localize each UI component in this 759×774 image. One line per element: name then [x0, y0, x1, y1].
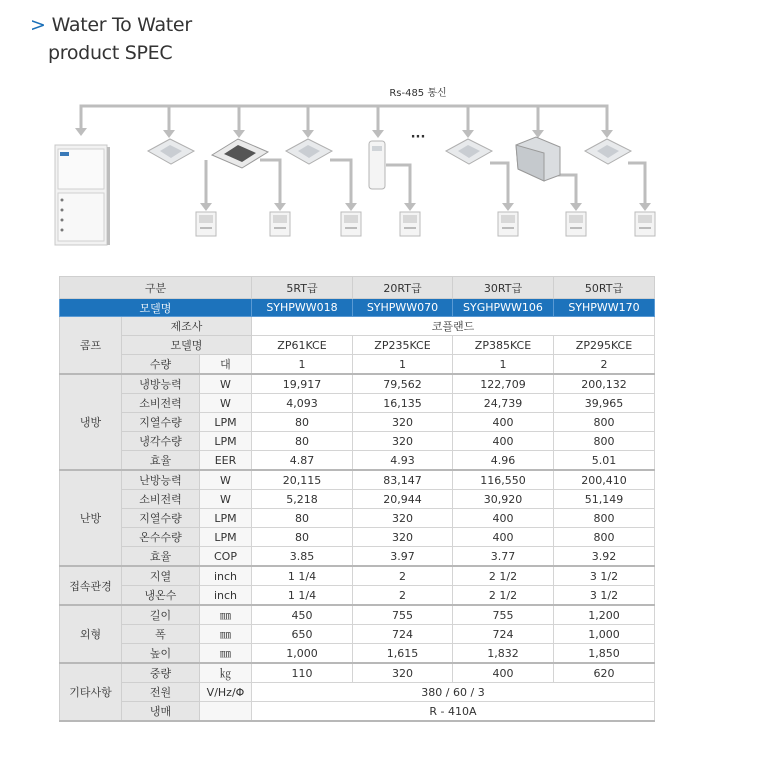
- cell-value: 200,410: [554, 470, 655, 490]
- table-row: [60, 509, 655, 528]
- header-col: 50RT급: [554, 277, 655, 299]
- cell-value: 3.77: [453, 547, 554, 567]
- row-label: 폭: [122, 625, 200, 644]
- row-unit: ㎜: [200, 605, 252, 625]
- cell-value: 755: [353, 605, 453, 625]
- cell-value: 1,832: [453, 644, 554, 664]
- model-value: SYHPWW070: [353, 299, 453, 317]
- row-label: 난방능력: [122, 470, 200, 490]
- row-unit: inch: [200, 566, 252, 586]
- row-label: 효율: [122, 451, 200, 471]
- row-unit: LPM: [200, 413, 252, 432]
- table-row: [60, 528, 655, 547]
- row-unit: LPM: [200, 432, 252, 451]
- cell-value: 20,944: [353, 490, 453, 509]
- cell-value: 2: [554, 355, 655, 375]
- cell-value: 4.93: [353, 451, 453, 471]
- heading-line-1: [30, 12, 192, 38]
- row-unit: inch: [200, 586, 252, 606]
- table-row: [60, 605, 655, 625]
- cell-value: 3.85: [252, 547, 353, 567]
- table-row: [60, 663, 655, 683]
- table-row: [60, 490, 655, 509]
- wall-controller-icon: [498, 212, 518, 236]
- table-row: [60, 547, 655, 567]
- row-label: 지열수량: [122, 509, 200, 528]
- row-label: 지열: [122, 566, 200, 586]
- row-label: 냉온수: [122, 586, 200, 606]
- cell-value: 4,093: [252, 394, 353, 413]
- cell-value: 1 1/4: [252, 566, 353, 586]
- row-label: 길이: [122, 605, 200, 625]
- cell-value: 5,218: [252, 490, 353, 509]
- row-label: 냉각수량: [122, 432, 200, 451]
- header-col: 5RT급: [252, 277, 353, 299]
- table-row: [60, 644, 655, 664]
- cell-value: 51,149: [554, 490, 655, 509]
- row-label: 수량: [122, 355, 200, 375]
- cell-value: 1: [453, 355, 554, 375]
- row-label: 온수수량: [122, 528, 200, 547]
- cell-value: 380 / 60 / 3: [252, 683, 655, 702]
- row-unit: [200, 702, 252, 722]
- header-category: 구분: [60, 277, 252, 299]
- row-unit: ㎏: [200, 663, 252, 683]
- group-comp: 콤프: [60, 317, 122, 375]
- cell-value: 2: [353, 586, 453, 606]
- table-row: [60, 586, 655, 606]
- table-row: [60, 317, 655, 336]
- spec-table: [59, 276, 655, 722]
- cell-value: 3 1/2: [554, 586, 655, 606]
- cell-value: 800: [554, 528, 655, 547]
- group-pipe: 접속관경: [60, 566, 122, 605]
- table-row: [60, 413, 655, 432]
- cell-value: 320: [353, 432, 453, 451]
- group-etc: 기타사항: [60, 663, 122, 721]
- cell-value: 코플랜드: [252, 317, 655, 336]
- row-label: 전원: [122, 683, 200, 702]
- cell-value: 1 1/4: [252, 586, 353, 606]
- cell-value: 1,200: [554, 605, 655, 625]
- cell-value: 5.01: [554, 451, 655, 471]
- cell-value: 400: [453, 413, 554, 432]
- row-unit: ㎜: [200, 625, 252, 644]
- cell-value: 16,135: [353, 394, 453, 413]
- ceiling-cassette-unit-icon: [585, 139, 631, 164]
- model-label: 모델명: [60, 299, 252, 317]
- cell-value: 450: [252, 605, 353, 625]
- row-label: 냉매: [122, 702, 200, 722]
- table-row: [60, 355, 655, 375]
- wall-controller-icon: [341, 212, 361, 236]
- ceiling-cassette-unit-icon: [446, 139, 492, 164]
- row-unit: LPM: [200, 528, 252, 547]
- cell-value: 1,000: [252, 644, 353, 664]
- wall-controller-icon: [400, 212, 420, 236]
- row-unit: 대: [200, 355, 252, 375]
- cell-value: 24,739: [453, 394, 554, 413]
- row-label: 높이: [122, 644, 200, 664]
- group-cool: 냉방: [60, 374, 122, 470]
- page-heading: [30, 12, 192, 68]
- header-row: [60, 277, 655, 299]
- bus-arrowheads: [75, 128, 651, 211]
- cell-value: 4.96: [453, 451, 554, 471]
- heading-title: Water To Water: [51, 14, 192, 36]
- heading-subtitle: product SPEC: [48, 42, 173, 64]
- cell-value: 724: [453, 625, 554, 644]
- system-diagram: [0, 75, 759, 250]
- model-value: SYHPWW170: [554, 299, 655, 317]
- cell-value: 4.87: [252, 451, 353, 471]
- cell-value: 20,115: [252, 470, 353, 490]
- cell-value: 30,920: [453, 490, 554, 509]
- cell-value: 79,562: [353, 374, 453, 394]
- row-unit: LPM: [200, 509, 252, 528]
- cell-value: 83,147: [353, 470, 453, 490]
- cell-value: 400: [453, 663, 554, 683]
- row-label: 소비전력: [122, 394, 200, 413]
- cell-value: 320: [353, 528, 453, 547]
- table-row: [60, 625, 655, 644]
- cell-value: 320: [353, 509, 453, 528]
- model-value: SYGHPWW106: [453, 299, 554, 317]
- cell-value: 400: [453, 509, 554, 528]
- cell-value: 800: [554, 432, 655, 451]
- heat-pump-unit-icon: [55, 145, 110, 245]
- table-row: [60, 394, 655, 413]
- wall-controller-icon: [566, 212, 586, 236]
- row-unit: EER: [200, 451, 252, 471]
- cell-value: ZP235KCE: [353, 336, 453, 355]
- cell-value: ZP61KCE: [252, 336, 353, 355]
- row-label: 지열수량: [122, 413, 200, 432]
- standing-unit-icon: [369, 141, 385, 189]
- table-row: [60, 702, 655, 722]
- cell-value: 80: [252, 432, 353, 451]
- bus-label: Rs-485 통신: [389, 88, 447, 99]
- cell-value: 320: [353, 663, 453, 683]
- table-row: [60, 432, 655, 451]
- cell-value: 724: [353, 625, 453, 644]
- cell-value: R - 410A: [252, 702, 655, 722]
- cell-value: 3 1/2: [554, 566, 655, 586]
- row-label: 소비전력: [122, 490, 200, 509]
- cell-value: 400: [453, 528, 554, 547]
- cell-value: 1: [252, 355, 353, 375]
- wall-controller-icon: [196, 212, 216, 236]
- cell-value: 3.92: [554, 547, 655, 567]
- cell-value: 80: [252, 413, 353, 432]
- row-unit: W: [200, 394, 252, 413]
- cell-value: 650: [252, 625, 353, 644]
- cell-value: 1: [353, 355, 453, 375]
- cell-value: 2 1/2: [453, 586, 554, 606]
- cell-value: 2 1/2: [453, 566, 554, 586]
- row-unit: V/Hz/Φ: [200, 683, 252, 702]
- cell-value: 620: [554, 663, 655, 683]
- cell-value: 755: [453, 605, 554, 625]
- cell-value: 80: [252, 528, 353, 547]
- row-unit: COP: [200, 547, 252, 567]
- cell-value: 1,000: [554, 625, 655, 644]
- row-unit: W: [200, 374, 252, 394]
- group-dim: 외형: [60, 605, 122, 663]
- row-unit: W: [200, 470, 252, 490]
- more-units-ellipsis: ···: [410, 130, 426, 145]
- cell-value: ZP385KCE: [453, 336, 554, 355]
- cell-value: 3.97: [353, 547, 453, 567]
- group-heat: 난방: [60, 470, 122, 566]
- cell-value: 122,709: [453, 374, 554, 394]
- heading-arrow: >: [30, 14, 46, 36]
- row-label: 냉방능력: [122, 374, 200, 394]
- ceiling-cassette-unit-icon: [212, 139, 268, 168]
- cell-value: ZP295KCE: [554, 336, 655, 355]
- cell-value: 320: [353, 413, 453, 432]
- table-row: [60, 470, 655, 490]
- row-unit: ㎜: [200, 644, 252, 664]
- row-label: 중량: [122, 663, 200, 683]
- cell-value: 1,850: [554, 644, 655, 664]
- row-unit: W: [200, 490, 252, 509]
- header-col: 30RT급: [453, 277, 554, 299]
- cell-value: 110: [252, 663, 353, 683]
- table-row: [60, 451, 655, 471]
- cell-value: 2: [353, 566, 453, 586]
- table-row: [60, 566, 655, 586]
- cell-value: 39,965: [554, 394, 655, 413]
- row-label: 모델명: [122, 336, 252, 355]
- ceiling-cassette-unit-icon: [148, 139, 194, 164]
- row-label: 효율: [122, 547, 200, 567]
- table-row: [60, 374, 655, 394]
- ceiling-cassette-unit-icon: [286, 139, 332, 164]
- cell-value: 116,550: [453, 470, 554, 490]
- cell-value: 19,917: [252, 374, 353, 394]
- wall-controller-icon: [270, 212, 290, 236]
- header-col: 20RT급: [353, 277, 453, 299]
- cell-value: 200,132: [554, 374, 655, 394]
- model-value: SYHPWW018: [252, 299, 353, 317]
- cell-value: 800: [554, 509, 655, 528]
- duct-unit-icon: [516, 137, 560, 181]
- cell-value: 400: [453, 432, 554, 451]
- model-row: [60, 299, 655, 317]
- table-row: [60, 683, 655, 702]
- row-label: 제조사: [122, 317, 252, 336]
- cell-value: 1,615: [353, 644, 453, 664]
- table-row: [60, 336, 655, 355]
- cell-value: 80: [252, 509, 353, 528]
- cell-value: 800: [554, 413, 655, 432]
- wall-controller-icon: [635, 212, 655, 236]
